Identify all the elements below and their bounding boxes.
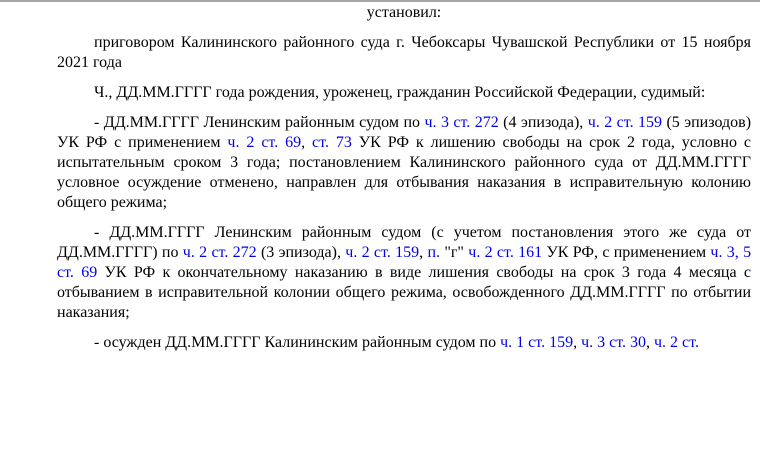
statute-link[interactable]: ч. 2 ст. 161 [468, 244, 543, 261]
document-heading: установил: [366, 4, 442, 21]
statute-link[interactable]: ч. 2 ст. [654, 334, 699, 351]
text-segment: (4 эпизода), [498, 114, 588, 131]
text-segment: приговором Калининского районного суда г. Чебоксары Чувашской Республики от 15 ноября 2021 года [57, 34, 751, 71]
paragraph-sentence-intro [57, 33, 751, 73]
text-segment: , [301, 134, 313, 151]
text-segment: , [573, 334, 582, 351]
text-segment: УК РФ к окончательному наказанию в виде лишения свободы на срок 3 года 4 месяца с отбыванием в исправительной колонии общего режима, освобожденного ДД.ММ.ГГГГ по отбытии наказания; [57, 264, 752, 321]
statute-link[interactable]: ч. 3, 5 ст. 69 [57, 244, 752, 281]
text-segment: УК РФ, с применением [542, 244, 711, 261]
paragraph-conviction-1 [57, 113, 751, 213]
paragraph-conviction-2 [57, 223, 751, 323]
paragraph-conviction-3 [57, 333, 751, 353]
statute-link[interactable]: ч. 2 ст. 159 [345, 244, 420, 261]
statute-link[interactable]: ч. 1 ст. 159 [500, 334, 574, 351]
text-segment: , [419, 244, 428, 261]
statute-link[interactable]: ч. 3 ст. 272 [424, 114, 499, 131]
statute-link[interactable]: ч. 2 ст. 159 [587, 114, 663, 131]
statute-link[interactable]: ч. 2 ст. 272 [182, 244, 257, 261]
paragraph-defendant-intro [57, 83, 751, 103]
document-body [57, 33, 751, 353]
text-segment: - ДД.ММ.ГГГГ Ленинским районным судом по [94, 114, 425, 131]
text-segment: , [646, 334, 654, 351]
statute-link[interactable]: п. [427, 244, 441, 261]
text-segment: УК РФ к лишению свободы на срок 2 года, условно с испытательным сроком 3 года; постановлением Калининского районного суда от ДД.ММ.ГГГГ условное осуждение отменено, направлен для отбывания наказания в исправительную колонию общего режима; [57, 134, 751, 211]
text-segment: "г" [440, 244, 469, 261]
statute-link[interactable]: ч. 2 ст. 69 [227, 134, 302, 151]
text-segment: - осужден ДД.ММ.ГГГГ Калининским районным судом по [94, 334, 501, 351]
statute-link[interactable]: ч. 3 ст. 30 [581, 334, 646, 351]
text-segment: - ДД.ММ.ГГГГ Ленинским районным судом (с учетом постановления этого же суда от ДД.ММ.ГГГГ) по [57, 224, 751, 261]
text-segment: (3 эпизода), [256, 244, 346, 261]
statute-link[interactable]: ст. 73 [312, 134, 352, 151]
text-segment: Ч., ДД.ММ.ГГГГ года рождения, уроженец, гражданин Российской Федерации, судимый: [94, 84, 706, 101]
text-segment: (5 эпизодов) УК РФ с применением [57, 114, 752, 151]
